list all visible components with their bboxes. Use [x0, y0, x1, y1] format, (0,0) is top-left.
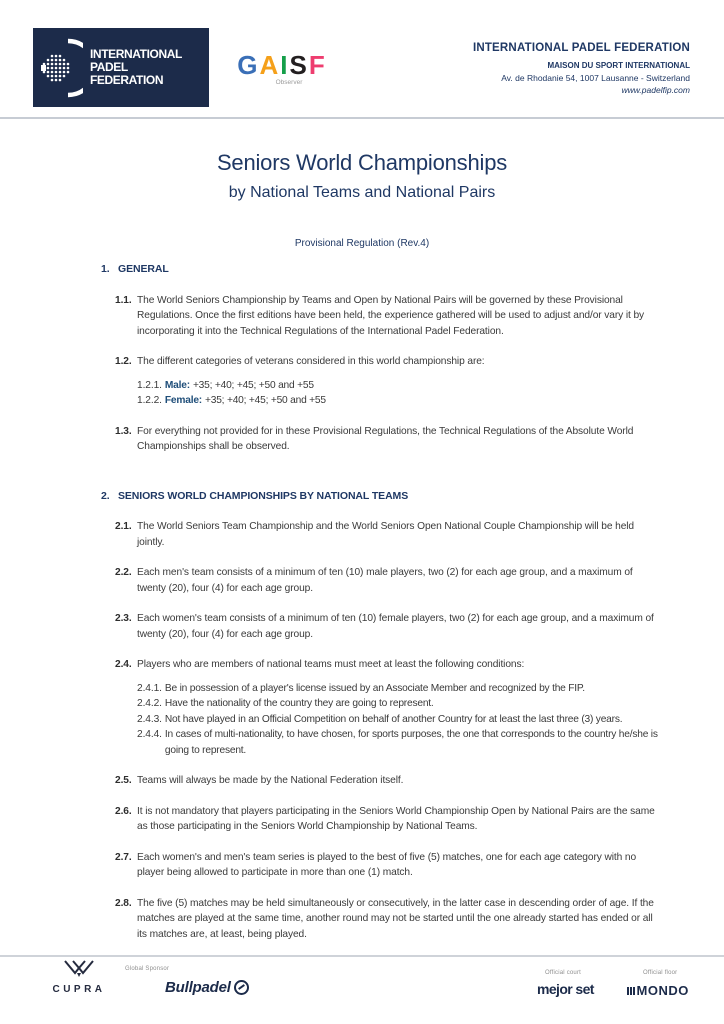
federation-name: INTERNATIONAL PADEL FEDERATION — [472, 42, 690, 54]
bullpadel-logo — [165, 979, 249, 996]
subclause — [137, 727, 660, 758]
subclause-body — [165, 393, 326, 409]
subclause — [137, 378, 660, 394]
section-title: SENIORS WORLD CHAMPIONSHIPS BY NATIONAL TEAMS — [118, 489, 409, 502]
clause-number: 2.1. — [115, 521, 132, 532]
subclause — [137, 681, 660, 697]
clause-text: Each men's team consists of a minimum of ten (10) male players, two (2) for each age group, and a maximum of twenty (20), four (4) for each age group. — [137, 567, 633, 594]
subclause — [137, 393, 660, 409]
document-title: Seniors World Championships — [216, 150, 508, 175]
section-number: 2. — [101, 489, 110, 502]
bullpadel-wordmark: Bullpadel — [165, 979, 231, 996]
ipf-logo — [33, 28, 209, 107]
subclause-list — [137, 378, 660, 409]
subclause-number: 2.4.2. — [137, 698, 162, 709]
footer-divider — [0, 955, 724, 957]
gaisf-observer-label: Observer — [275, 79, 303, 86]
clause-text: Each women's and men's team series is played to the best of five (5) matches, one for each age category with no player being allowed to participate in more than one (1) match. — [137, 851, 637, 878]
clause-number: 2.6. — [115, 805, 132, 817]
subclause-body — [165, 378, 314, 394]
clause-number: 1.2. — [115, 356, 132, 367]
header-contact-block — [473, 42, 690, 95]
clause — [115, 657, 660, 758]
subclause — [137, 712, 660, 728]
subclause-list — [137, 681, 660, 759]
clause-number: 2.4. — [115, 659, 132, 670]
mondo-bars-icon — [627, 987, 635, 995]
subclause — [137, 696, 660, 712]
section-number: 1. — [101, 263, 110, 275]
subclause-text: Have the nationality of the country they are going to represent. — [164, 698, 434, 709]
clause — [115, 424, 660, 455]
clause-body — [137, 565, 660, 596]
section-title: GENERAL — [118, 263, 169, 275]
clause-text: It is not mandatory that players participating in the Seniors World Championship Open by National Pairs are the same as those participating in the Seniors World Championship by National Teams. — [137, 805, 655, 832]
cupra-emblem-icon — [64, 960, 94, 978]
mondo-logo — [627, 983, 689, 998]
clause-number: 2.5. — [115, 775, 132, 786]
contact-address: Av. de Rhodanie 54, 1007 Lausanne - Switzerland — [501, 73, 690, 83]
clause — [115, 354, 660, 409]
subclause-number: 2.4.3. — [137, 713, 162, 725]
clause-text: The different categories of veterans considered in this world championship are: — [137, 356, 485, 367]
subclause-text: +35; +40; +45; +50 and +55 — [205, 395, 326, 406]
subclause-body — [165, 696, 434, 712]
ipf-logo-text — [90, 48, 182, 87]
mejorset-logo: mejor set — [537, 981, 594, 997]
clause-number: 2.7. — [115, 851, 132, 863]
title-block — [0, 150, 724, 202]
cupra-logo — [42, 960, 116, 995]
clause-number: 2.8. — [115, 897, 132, 909]
website-url: www.padelfip.com — [621, 85, 690, 95]
clause-text: The World Seniors Team Championship and the World Seniors Open National Couple Championship will be held jointly. — [137, 521, 634, 548]
gaisf-letter: I — [280, 50, 290, 80]
clause — [115, 293, 660, 340]
gaisf-letter: F — [308, 50, 327, 80]
padel-racket-icon — [41, 37, 83, 99]
subclause-body — [165, 727, 660, 758]
subclause-text: In cases of multi-nationality, to have chosen, for sports purposes, the one that corresponds to the country he/she is going to represent. — [164, 729, 658, 756]
subclause-number: 2.4.1. — [137, 682, 162, 694]
clause-body — [137, 519, 660, 550]
header-divider — [0, 117, 724, 119]
clause — [115, 804, 660, 835]
clause-body — [137, 773, 660, 789]
revision-label: Provisional Regulation (Rev.4) — [294, 238, 430, 249]
section-heading — [101, 489, 660, 505]
clause-number: 2.3. — [115, 613, 132, 624]
clause — [115, 611, 660, 642]
gaisf-letter: A — [259, 50, 281, 80]
section-heading — [101, 262, 660, 278]
clause-text: The World Seniors Championship by Teams and Open by National Pairs will be governed by these Provisional Regulations. Once the first editions have been held, the experience gathered will be used to adjust and/or vary it by incorporating it into the Technical Regulations of the International Padel Federation. — [137, 294, 645, 337]
cupra-wordmark: CUPRA — [52, 984, 106, 995]
section — [101, 262, 660, 455]
subclause-number: 2.4.4. — [137, 729, 162, 740]
clause-body — [137, 657, 660, 758]
mondo-wordmark: MONDO — [636, 983, 689, 998]
clause-number: 2.2. — [115, 567, 132, 578]
clause-body — [137, 293, 660, 340]
bullpadel-circle-icon — [234, 980, 249, 995]
subclause-text: Not have played in an Official Competition on behalf of another Country for at least the last three (3) years. — [164, 713, 623, 725]
subclause-body — [165, 681, 585, 697]
subclause-body — [165, 712, 622, 728]
clause — [115, 850, 660, 881]
subclause-number: 1.2.1. — [137, 379, 162, 391]
official-court-label: Official court — [545, 970, 582, 976]
official-floor-label: Official floor — [643, 970, 678, 976]
clause-body — [137, 611, 660, 642]
ipf-logo-line: INTERNATIONAL — [90, 47, 182, 61]
global-sponsor-label: Global Sponsor — [125, 966, 170, 972]
subclause-lead: Male: — [164, 379, 190, 391]
clause-body — [137, 804, 660, 835]
document-sections — [101, 257, 660, 942]
clause-text: Each women's team consists of a minimum of ten (10) female players, two (2) for each age group, and a maximum of twenty (20), four (4) for each age group. — [137, 613, 654, 640]
clause — [115, 773, 660, 789]
ipf-logo-line: PADEL — [90, 60, 128, 74]
clause-number: 1.1. — [115, 294, 132, 306]
subclause-lead: Female: — [164, 395, 202, 406]
clause-text: Players who are members of national teams must meet at least the following conditions: — [137, 659, 525, 670]
clause-body — [137, 896, 660, 943]
clause-body — [137, 850, 660, 881]
clause-body — [137, 354, 660, 409]
clause — [115, 565, 660, 596]
gaisf-letter: G — [237, 50, 260, 80]
gaisf-letter: S — [289, 50, 309, 80]
subclause-text: Be in possession of a player's license issued by an Associate Member and recognized by the FIP. — [164, 682, 585, 694]
gaisf-wordmark — [230, 52, 334, 78]
section — [101, 489, 660, 943]
clause — [115, 519, 660, 550]
document-subtitle: by National Teams and National Pairs — [228, 184, 496, 201]
clause-text: Teams will always be made by the National Federation itself. — [137, 775, 404, 786]
clause-number: 1.3. — [115, 425, 132, 437]
clause-text: For everything not provided for in these Provisional Regulations, the Technical Regulations of the Absolute World Championships shall be observed. — [137, 425, 634, 452]
clause — [115, 896, 660, 943]
clause-text: The five (5) matches may be held simultaneously or consecutively, in the latter case in descending order of age. If the matches are played at the same time, another round may not be started until the one already started has ended or all its matches are, at least, being played. — [137, 897, 654, 940]
gaisf-logo — [230, 52, 334, 86]
ipf-logo-line: FEDERATION — [90, 73, 164, 87]
contact-building: MAISON DU SPORT INTERNATIONAL — [547, 61, 690, 70]
clause-body — [137, 424, 660, 455]
subclause-text: +35; +40; +45; +50 and +55 — [192, 379, 314, 391]
subclause-number: 1.2.2. — [137, 395, 162, 406]
